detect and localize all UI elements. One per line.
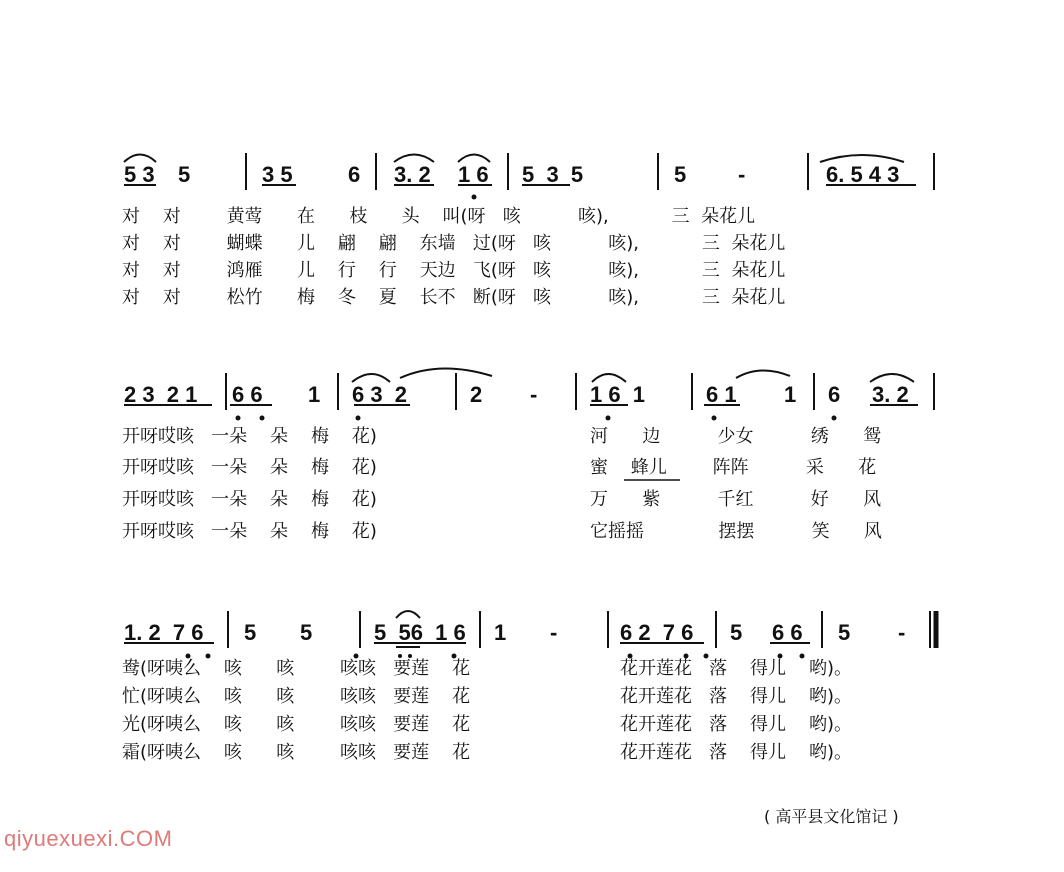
notes-row1-m4: 5 3 5 <box>522 162 584 187</box>
notes-row2-m7b: 3. 2 <box>872 382 909 407</box>
tie <box>870 374 914 382</box>
notes-row1-m3a: 3. 2 <box>394 162 431 187</box>
notes-row3-m4a: 1 <box>494 620 507 645</box>
tie <box>400 368 492 378</box>
notes-row1-m2b: 6 <box>348 162 361 187</box>
notes-row3-m4b: - <box>550 620 558 645</box>
tie <box>458 155 490 163</box>
tie <box>352 374 390 382</box>
notes-row2-m2a: 6 6 <box>232 382 263 407</box>
notes-row3-m7b: - <box>898 620 906 645</box>
notes-row2-m2b: 1 <box>308 382 321 407</box>
lyrics-row2-verse3-b: 万 紫 千红 好 风 <box>590 489 882 510</box>
lyrics-row1-verse3: 对 对 鸿雁 儿 行 行 天边 飞(呀 咳 咳), 三 朵花儿 <box>122 260 786 281</box>
lyric-underline <box>624 478 684 482</box>
lyrics-row2-verse4-a: 开呀哎咳 一朵 朵 梅 花) <box>122 521 377 542</box>
lyrics-row3-verse1-b: 花开莲花 落 得儿 哟)。 <box>620 658 852 679</box>
notes-row2-m4a: 2 <box>470 382 483 407</box>
notes-row2-m6b: 1 <box>784 382 797 407</box>
lyrics-row1-verse4: 对 对 松竹 梅 冬 夏 长不 断(呀 咳 咳), 三 朵花儿 <box>122 287 786 308</box>
lyrics-row3-verse2-a: 忙(呀咦么 咳 咳 咳咳 要莲 花 <box>122 686 471 707</box>
notes-row3-m2a: 5 <box>244 620 257 645</box>
notes-row2-m4b: - <box>530 382 538 407</box>
notes-row3-m2b: 5 <box>300 620 313 645</box>
tie <box>736 370 790 378</box>
notes-row1-m2a: 3 5 <box>262 162 293 187</box>
lyrics-row2-verse2-b: 蜜 蜂儿 阵阵 采 花 <box>590 457 877 478</box>
notes-row3-m3: 5 56 1 6 <box>374 620 466 645</box>
notes-row3-m6a: 5 <box>730 620 743 645</box>
lyrics-row2-verse1-a: 开呀哎咳 一朵 朵 梅 花) <box>122 426 377 447</box>
lyrics-row3-verse3-b: 花开莲花 落 得儿 哟)。 <box>620 714 852 735</box>
lyrics-row2-verse4-b: 它摇摇 摆摆 笑 风 <box>590 521 882 542</box>
tie <box>820 155 904 162</box>
lyrics-row3-verse2-b: 花开莲花 落 得儿 哟)。 <box>620 686 852 707</box>
notes-row3-m6b: 6 6 <box>772 620 803 645</box>
lyrics-row2-verse3-a: 开呀哎咳 一朵 朵 梅 花) <box>122 489 377 510</box>
watermark-logo: qiyuexuexi.COM <box>4 826 173 851</box>
tie <box>394 155 434 163</box>
tie <box>124 155 156 163</box>
notes-row1-m1b: 5 <box>178 162 191 187</box>
lyrics-row1-verse1: 对 对 黄莺 在 枝 头 叫(呀 咳 咳), 三 朵花儿 <box>122 206 756 227</box>
notes-row2-m1: 2 3 2 1 <box>124 382 198 407</box>
notes-row2-m3: 6 3 2 <box>352 382 408 407</box>
lyrics-row2-verse2-a: 开呀哎咳 一朵 朵 梅 花) <box>122 457 377 478</box>
notes-row3-m5: 6 2 7 6 <box>620 620 694 645</box>
lyrics-row1-verse2: 对 对 蝴蝶 儿 翩 翩 东墙 过(呀 咳 咳), 三 朵花儿 <box>122 233 786 254</box>
tie <box>396 611 420 618</box>
notes-row1-m5b: - <box>738 162 746 187</box>
notes-row3-m7a: 5 <box>838 620 851 645</box>
notes-row1-m5a: 5 <box>674 162 687 187</box>
lyrics-row3-verse4-a: 霜(呀咦么 咳 咳 咳咳 要莲 花 <box>122 742 471 763</box>
lyrics-row3-verse3-a: 光(呀咦么 咳 咳 咳咳 要莲 花 <box>122 714 471 735</box>
tie <box>592 374 626 382</box>
lyrics-row3-verse1-a: 鸯(呀咦么 咳 咳 咳咳 要莲 花 <box>122 658 471 679</box>
source-credit: ( 高平县文化馆记 ) <box>764 807 899 826</box>
notes-row1-m6: 6. 5 4 3 <box>826 162 900 187</box>
notes-row2-m7a: 6 <box>828 382 841 407</box>
notes-row2-m6a: 6 1 <box>706 382 737 407</box>
lyrics-row3-verse4-b: 花开莲花 落 得儿 哟)。 <box>620 742 852 763</box>
notes-row1-m1a: 5 3 <box>124 162 155 187</box>
notes-row1-m3b: 1 6 <box>458 162 489 187</box>
notes-row3-m1: 1. 2 7 6 <box>124 620 204 645</box>
notes-row2-m5: 1 6 1 <box>590 382 646 407</box>
lyrics-row2-verse1-b: 河 边 少女 绣 鸳 <box>590 426 882 447</box>
